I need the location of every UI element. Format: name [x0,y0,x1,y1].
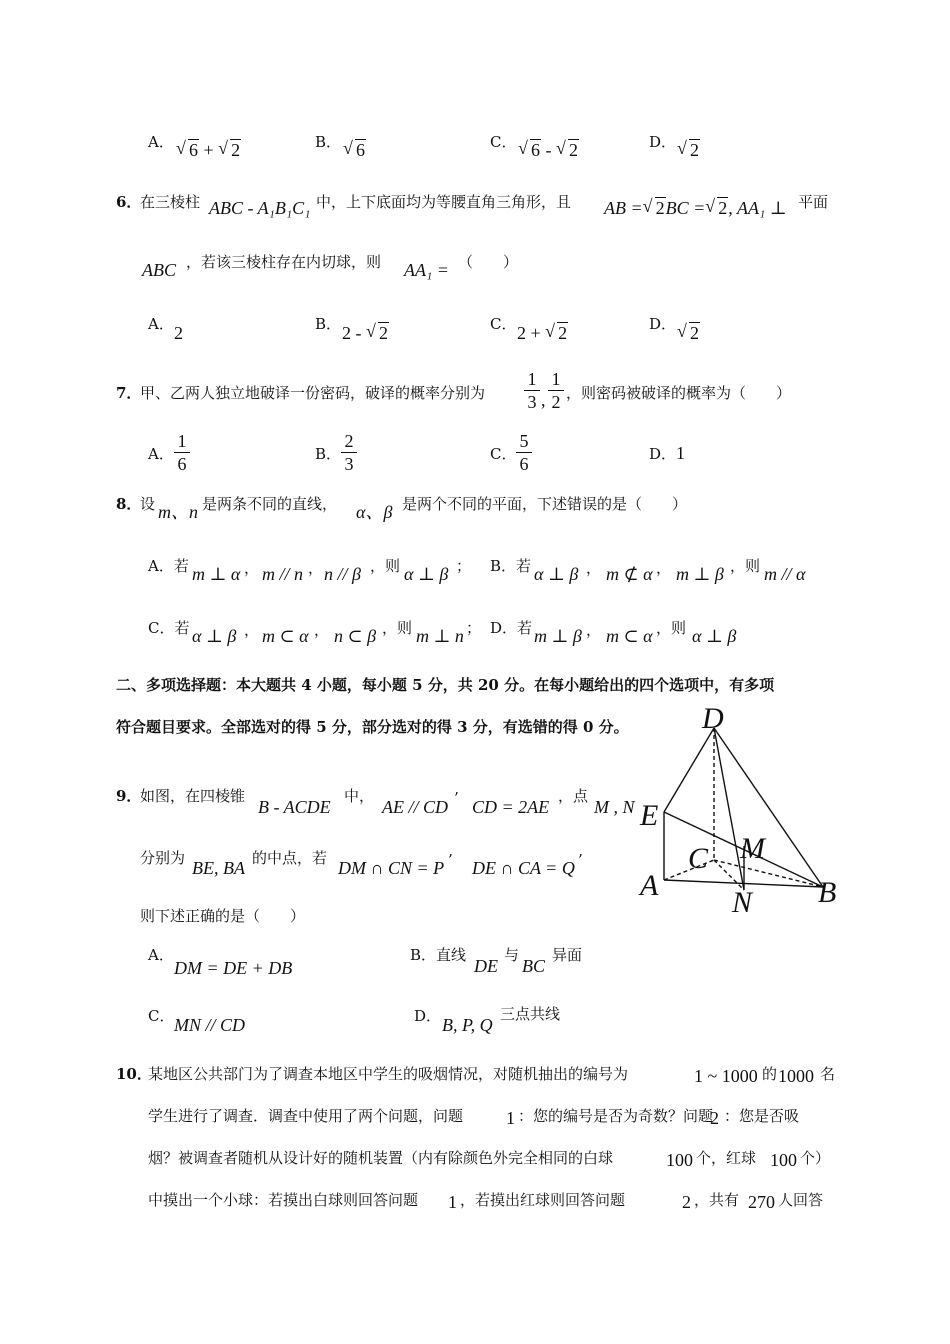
q10-line-1a: 某地区公共部门为了调查本地区中学生的吸烟情况，对随机抽出的编号为 [148,1065,629,1083]
q8-c-cond-3: n ⊂ β [334,626,377,646]
q8-option-d-label: D．若 [490,619,533,637]
q6-option-a-label: A． [148,315,174,333]
q7-option-c-label: C． [490,445,517,463]
fig-label-n: N [732,886,753,919]
q9-number: 9． [116,787,142,805]
q8-d-cond-2: m ⊂ α [606,626,653,646]
q7-text-2: ，则密码被破译的概率为（ ） [566,384,792,402]
q8-c-end: ； [466,619,482,637]
fig-label-m: M [740,832,765,865]
fig-label-b: B [818,876,837,909]
q8-d-cond-1: m ⊥ β [534,626,582,646]
q6-option-c-label: C． [490,315,517,333]
q7-option-a-label: A． [148,445,174,463]
q9-cond-1: AE // CD [382,797,448,817]
fig-label-a: A [640,869,659,902]
q9-option-b-end: 异面 [552,946,583,964]
q8-sep: ， [586,559,602,577]
q7-fraction-1: $\frac{1}{3}$ [524,368,540,413]
q9-option-a-label: A． [148,946,174,964]
q8-b-cond-2: m ⊄ α [606,564,653,584]
q10-line-2a: 学生进行了调查．调查中使用了两个问题，问题 [148,1107,464,1125]
q10-line-2c: ：您是否吸 [724,1107,800,1125]
q7-comma: , [541,390,546,410]
q9-option-b-line-1: DE [474,956,498,976]
q5-option-c-label: C． [490,133,517,151]
q6-option-a-value: 2 [174,323,183,343]
q8-a-cond-2: m // n [262,564,304,584]
q8-b-cond-3: m ⊥ β [676,564,724,584]
q8-b-then: ，则 [730,557,761,575]
q10-line-4d: 人回答 [778,1191,824,1209]
q9-option-b-line-2: BC [522,956,546,976]
q9-option-b-label: B．直线 [410,946,467,964]
q9-option-d-label: D． [414,1007,442,1025]
q10-question-2: 2 [710,1108,719,1128]
q10-count: 1000 [778,1066,814,1086]
q6-option-b-value: 2 - √ 2 [342,323,389,343]
q7-option-d-label: D． [649,445,677,463]
q7-option-b-value: $\frac{2}{3}$ [341,430,357,475]
q9-cond-3: DM ∩ CN = P [338,858,445,878]
q6-prism: ABC - A₁B₁C₁ [209,198,311,218]
q10-question-1: 1 [506,1108,515,1128]
q9-option-a-expr: DM = DE + DB [174,958,293,978]
q6-text-3: 平面 [798,193,829,211]
q9-cond-2: CD = 2AE [472,797,550,817]
q8-option-b-label: B．若 [490,557,532,575]
q10-number: 10． [116,1065,152,1083]
section-2-line-1: 二、多项选择题：本大题共 4 小题，每小题 5 分，共 20 分。在每小题给出的四个选项中，有多项 [116,676,775,694]
q8-a-cond-3: n // β [324,564,361,584]
q5-option-b-label: B． [315,133,342,151]
q8-planes: α、β [356,502,393,522]
q6-option-b-label: B． [315,315,342,333]
q9-option-c-label: C． [148,1007,175,1025]
q9-option-b-mid: 与 [504,946,520,964]
q8-c-result: m ⊥ n [416,626,464,646]
q8-text-1: 设 [140,495,156,513]
q7-fraction-2: $\frac{1}{2}$ [548,368,564,413]
q6-option-d-label: D． [649,315,677,333]
q6-text-4: ，若该三棱柱存在内切球，则 [186,253,382,271]
q6-paren: （ ） [458,253,519,271]
q8-sep: ， [244,559,260,577]
q9-sep: ’ [448,851,453,869]
q6-text-1: 在三棱柱 [140,193,201,211]
q9-text-5: 的中点，若 [252,849,328,867]
q7-option-d-value: 1 [676,443,685,463]
q10-line-4b: ，若摸出红球则回答问题 [460,1191,626,1209]
q9-text-6: 则下述正确的是（ ） [140,907,306,925]
q9-sep: ’ [578,851,583,869]
q8-sep: ， [656,559,672,577]
q8-d-result: α ⊥ β [692,626,737,646]
q6-ask: AA₁ = [404,260,449,280]
q8-lines: m、n [158,502,198,522]
q7-option-c-value: $\frac{5}{6}$ [516,430,532,475]
q10-white-count: 100 [666,1150,693,1170]
q7-option-a-value: $\frac{1}{6}$ [174,430,190,475]
q10-red-count: 100 [770,1150,797,1170]
q6-plane: ABC [142,260,176,280]
q9-midpoints: BE, BA [192,858,245,878]
q8-number: 8． [116,495,142,513]
q5-option-c-value: √ 6 - √ 2 [518,140,579,160]
q6-text-2: 中，上下底面均为等腰直角三角形，且 [316,193,572,211]
q7-option-b-label: B． [315,445,342,463]
q9-pyramid-figure [630,700,850,920]
q10-range: 1 ~ 1000 [694,1066,758,1086]
q8-a-cond-1: m ⊥ α [192,564,241,584]
q7-number: 7． [116,384,142,402]
q8-sep: ， [314,621,330,639]
q8-a-end: ； [456,557,472,575]
q5-option-b-value: √ 6 [343,140,366,160]
q9-option-c-expr: MN // CD [174,1015,246,1035]
q7-text-1: 甲、乙两人独立地破译一份密码，破译的概率分别为 [140,384,486,402]
q10-answer-1: 1 [448,1192,457,1212]
q6-number: 6． [116,193,142,211]
q8-sep: ， [308,559,324,577]
q10-count-270: 270 [748,1192,775,1212]
q9-option-d-end: 三点共线 [500,1005,561,1023]
q8-sep: ， [244,621,260,639]
q10-line-1c: 名 [820,1065,836,1083]
q9-text-2: 中， [344,787,375,805]
q6-condition: AB =√ 2BC =√ 2, AA₁ ⊥ [604,198,787,218]
q5-option-a-value: √ 6 + √ 2 [176,140,241,160]
q10-line-1b: 的 [762,1065,778,1083]
q10-line-2b: ：您的编号是否为奇数？问题 [518,1107,714,1125]
q9-text-3: ，点 [558,787,589,805]
q10-line-3c: 个） [800,1149,831,1167]
q9-sep: ’ [454,789,459,807]
q6-option-c-value: 2 + √ 2 [517,323,568,343]
q10-line-3b: 个，红球 [696,1149,757,1167]
q8-option-a-label: A．若 [148,557,189,575]
fig-label-e: E [640,799,659,832]
q9-points: M , N [594,797,635,817]
q5-option-d-label: D． [649,133,677,151]
q9-pyramid: B - ACDE [258,797,331,817]
q10-answer-2: 2 [682,1192,691,1212]
q10-line-4c: ，共有 [694,1191,740,1209]
q8-c-cond-2: m ⊂ α [262,626,309,646]
q8-text-3: 是两个不同的平面，下述错误的是（ ） [402,495,688,513]
q8-b-result: m // α [764,564,806,584]
q5-option-a-label: A． [148,133,174,151]
q10-line-4a: 中摸出一个小球：若摸出白球则回答问题 [148,1191,419,1209]
q8-b-cond-1: α ⊥ β [534,564,579,584]
q8-sep: ， [586,621,602,639]
q8-c-cond-1: α ⊥ β [192,626,237,646]
fig-label-d: D [702,702,724,735]
q8-a-then: ，则 [370,557,401,575]
q10-line-3a: 烟？被调查者随机从设计好的随机装置（内有除颜色外完全相同的白球 [148,1149,614,1167]
q9-text-4: 分别为 [140,849,186,867]
section-2-line-2: 符合题目要求。全部选对的得 5 分，部分选对的得 3 分，有选错的得 0 分。 [116,718,629,736]
q8-option-c-label: C．若 [148,619,190,637]
q5-option-d-value: √ 2 [677,140,700,160]
fig-label-c: C [688,842,709,875]
q8-c-then: ，则 [382,619,413,637]
q9-option-d-expr: B, P, Q [442,1015,493,1035]
q6-option-d-value: √ 2 [677,323,700,343]
q8-text-2: 是两条不同的直线， [202,495,338,513]
q8-d-then: ，则 [656,619,687,637]
q9-text-1: 如图，在四棱锥 [140,787,246,805]
q9-cond-4: DE ∩ CA = Q [472,858,575,878]
q8-a-result: α ⊥ β [404,564,449,584]
